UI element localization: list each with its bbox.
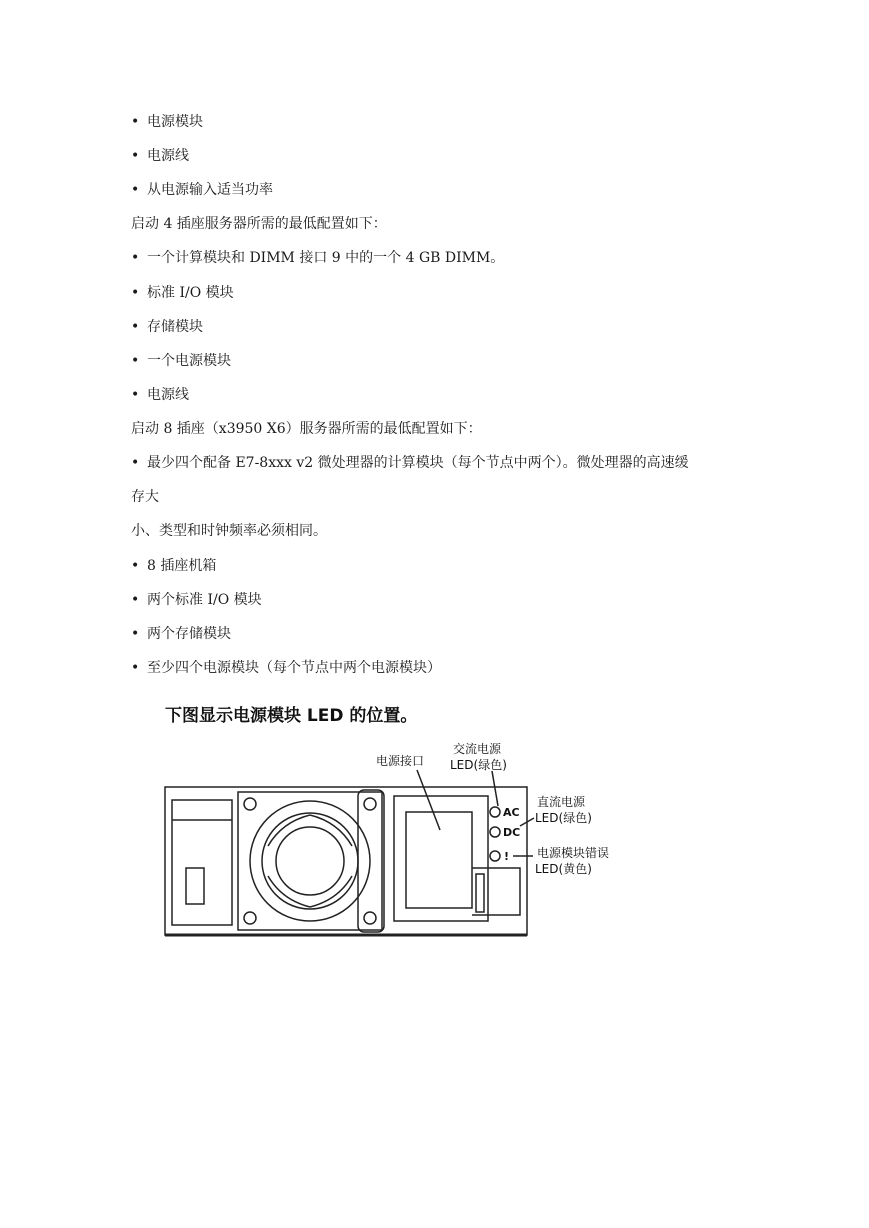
list-item-text: 电源线 bbox=[147, 148, 189, 164]
error-led-label-line2: LED(黄色) bbox=[535, 862, 592, 876]
bullet-dot: • bbox=[131, 353, 140, 369]
fan-screw bbox=[244, 798, 256, 810]
list-item-text: 至少四个电源模块（每个节点中两个电源模块） bbox=[147, 660, 441, 676]
bullet-dot: • bbox=[131, 250, 140, 266]
bullet-dot: • bbox=[131, 660, 140, 676]
led-marks bbox=[503, 806, 520, 863]
bullet-dot: • bbox=[131, 285, 140, 301]
bullet-dot: • bbox=[131, 319, 140, 335]
power-connector-label: 电源接口 bbox=[376, 754, 425, 768]
list-item-text: 两个标准 I/O 模块 bbox=[147, 592, 262, 608]
fan-screw bbox=[364, 798, 376, 810]
bullet-dot: • bbox=[131, 626, 140, 642]
list-item-text: 电源模块 bbox=[147, 114, 203, 130]
release-latch bbox=[472, 868, 520, 915]
bullet-dot: • bbox=[131, 387, 140, 403]
fan-ring-outer bbox=[250, 801, 370, 921]
paragraph: 启动 4 插座服务器所需的最低配置如下： bbox=[131, 216, 387, 232]
paragraph: 启动 8 插座（x3950 X6）服务器所需的最低配置如下： bbox=[131, 421, 482, 437]
paragraph: 小、类型和时钟频率必须相同。 bbox=[131, 523, 327, 539]
fan-blades bbox=[268, 815, 352, 907]
paragraph: 存大 bbox=[131, 489, 159, 505]
list-item-text: 从电源输入适当功率 bbox=[147, 182, 273, 198]
list-item-text: 电源线 bbox=[147, 387, 189, 403]
bullet-dot: • bbox=[131, 148, 140, 164]
ac-mark: AC bbox=[503, 806, 520, 819]
figure-caption: 下图显示电源模块 LED 的位置。 bbox=[165, 706, 418, 726]
bullet-dot: • bbox=[131, 558, 140, 574]
list-item-text: 标准 I/O 模块 bbox=[147, 285, 234, 301]
error-mark: ! bbox=[504, 850, 510, 863]
dc-mark: DC bbox=[503, 826, 521, 839]
ac-led-label-line2: LED(绿色) bbox=[450, 758, 507, 772]
list-item-text: 一个电源模块 bbox=[147, 353, 231, 369]
list-item-text: 最少四个配备 E7-8xxx v2 微处理器的计算模块（每个节点中两个）。微处理器的高速缓 bbox=[147, 455, 689, 471]
latch-tab bbox=[476, 874, 484, 912]
error-led bbox=[490, 851, 500, 861]
ac-led bbox=[490, 807, 500, 817]
bullet-dot: • bbox=[131, 182, 140, 198]
psu-divider bbox=[358, 790, 384, 932]
bullet-dot: • bbox=[131, 592, 140, 608]
handle-grip bbox=[186, 868, 204, 904]
dc-led-label-line2: LED(绿色) bbox=[535, 811, 592, 825]
error-led-label-line1: 电源模块错误 bbox=[537, 846, 610, 860]
fan-screw bbox=[364, 912, 376, 924]
fan-hub bbox=[276, 827, 344, 895]
ac-leader bbox=[492, 771, 498, 806]
ac-led-label-line1: 交流电源 bbox=[453, 742, 502, 756]
dc-led bbox=[490, 827, 500, 837]
connector-frame bbox=[394, 796, 488, 921]
fan-screw bbox=[244, 912, 256, 924]
list-item-text: 一个计算模块和 DIMM 接口 9 中的一个 4 GB DIMM。 bbox=[147, 250, 505, 266]
bullet-dot: • bbox=[131, 114, 140, 130]
bullet-dot: • bbox=[131, 455, 140, 471]
list-item-text: 8 插座机箱 bbox=[147, 558, 217, 574]
list-item-text: 存储模块 bbox=[147, 319, 203, 335]
dc-led-label-line1: 直流电源 bbox=[537, 795, 586, 809]
connector-leader bbox=[417, 770, 440, 830]
psu-handle bbox=[172, 800, 232, 925]
list-item-text: 两个存储模块 bbox=[147, 626, 231, 642]
